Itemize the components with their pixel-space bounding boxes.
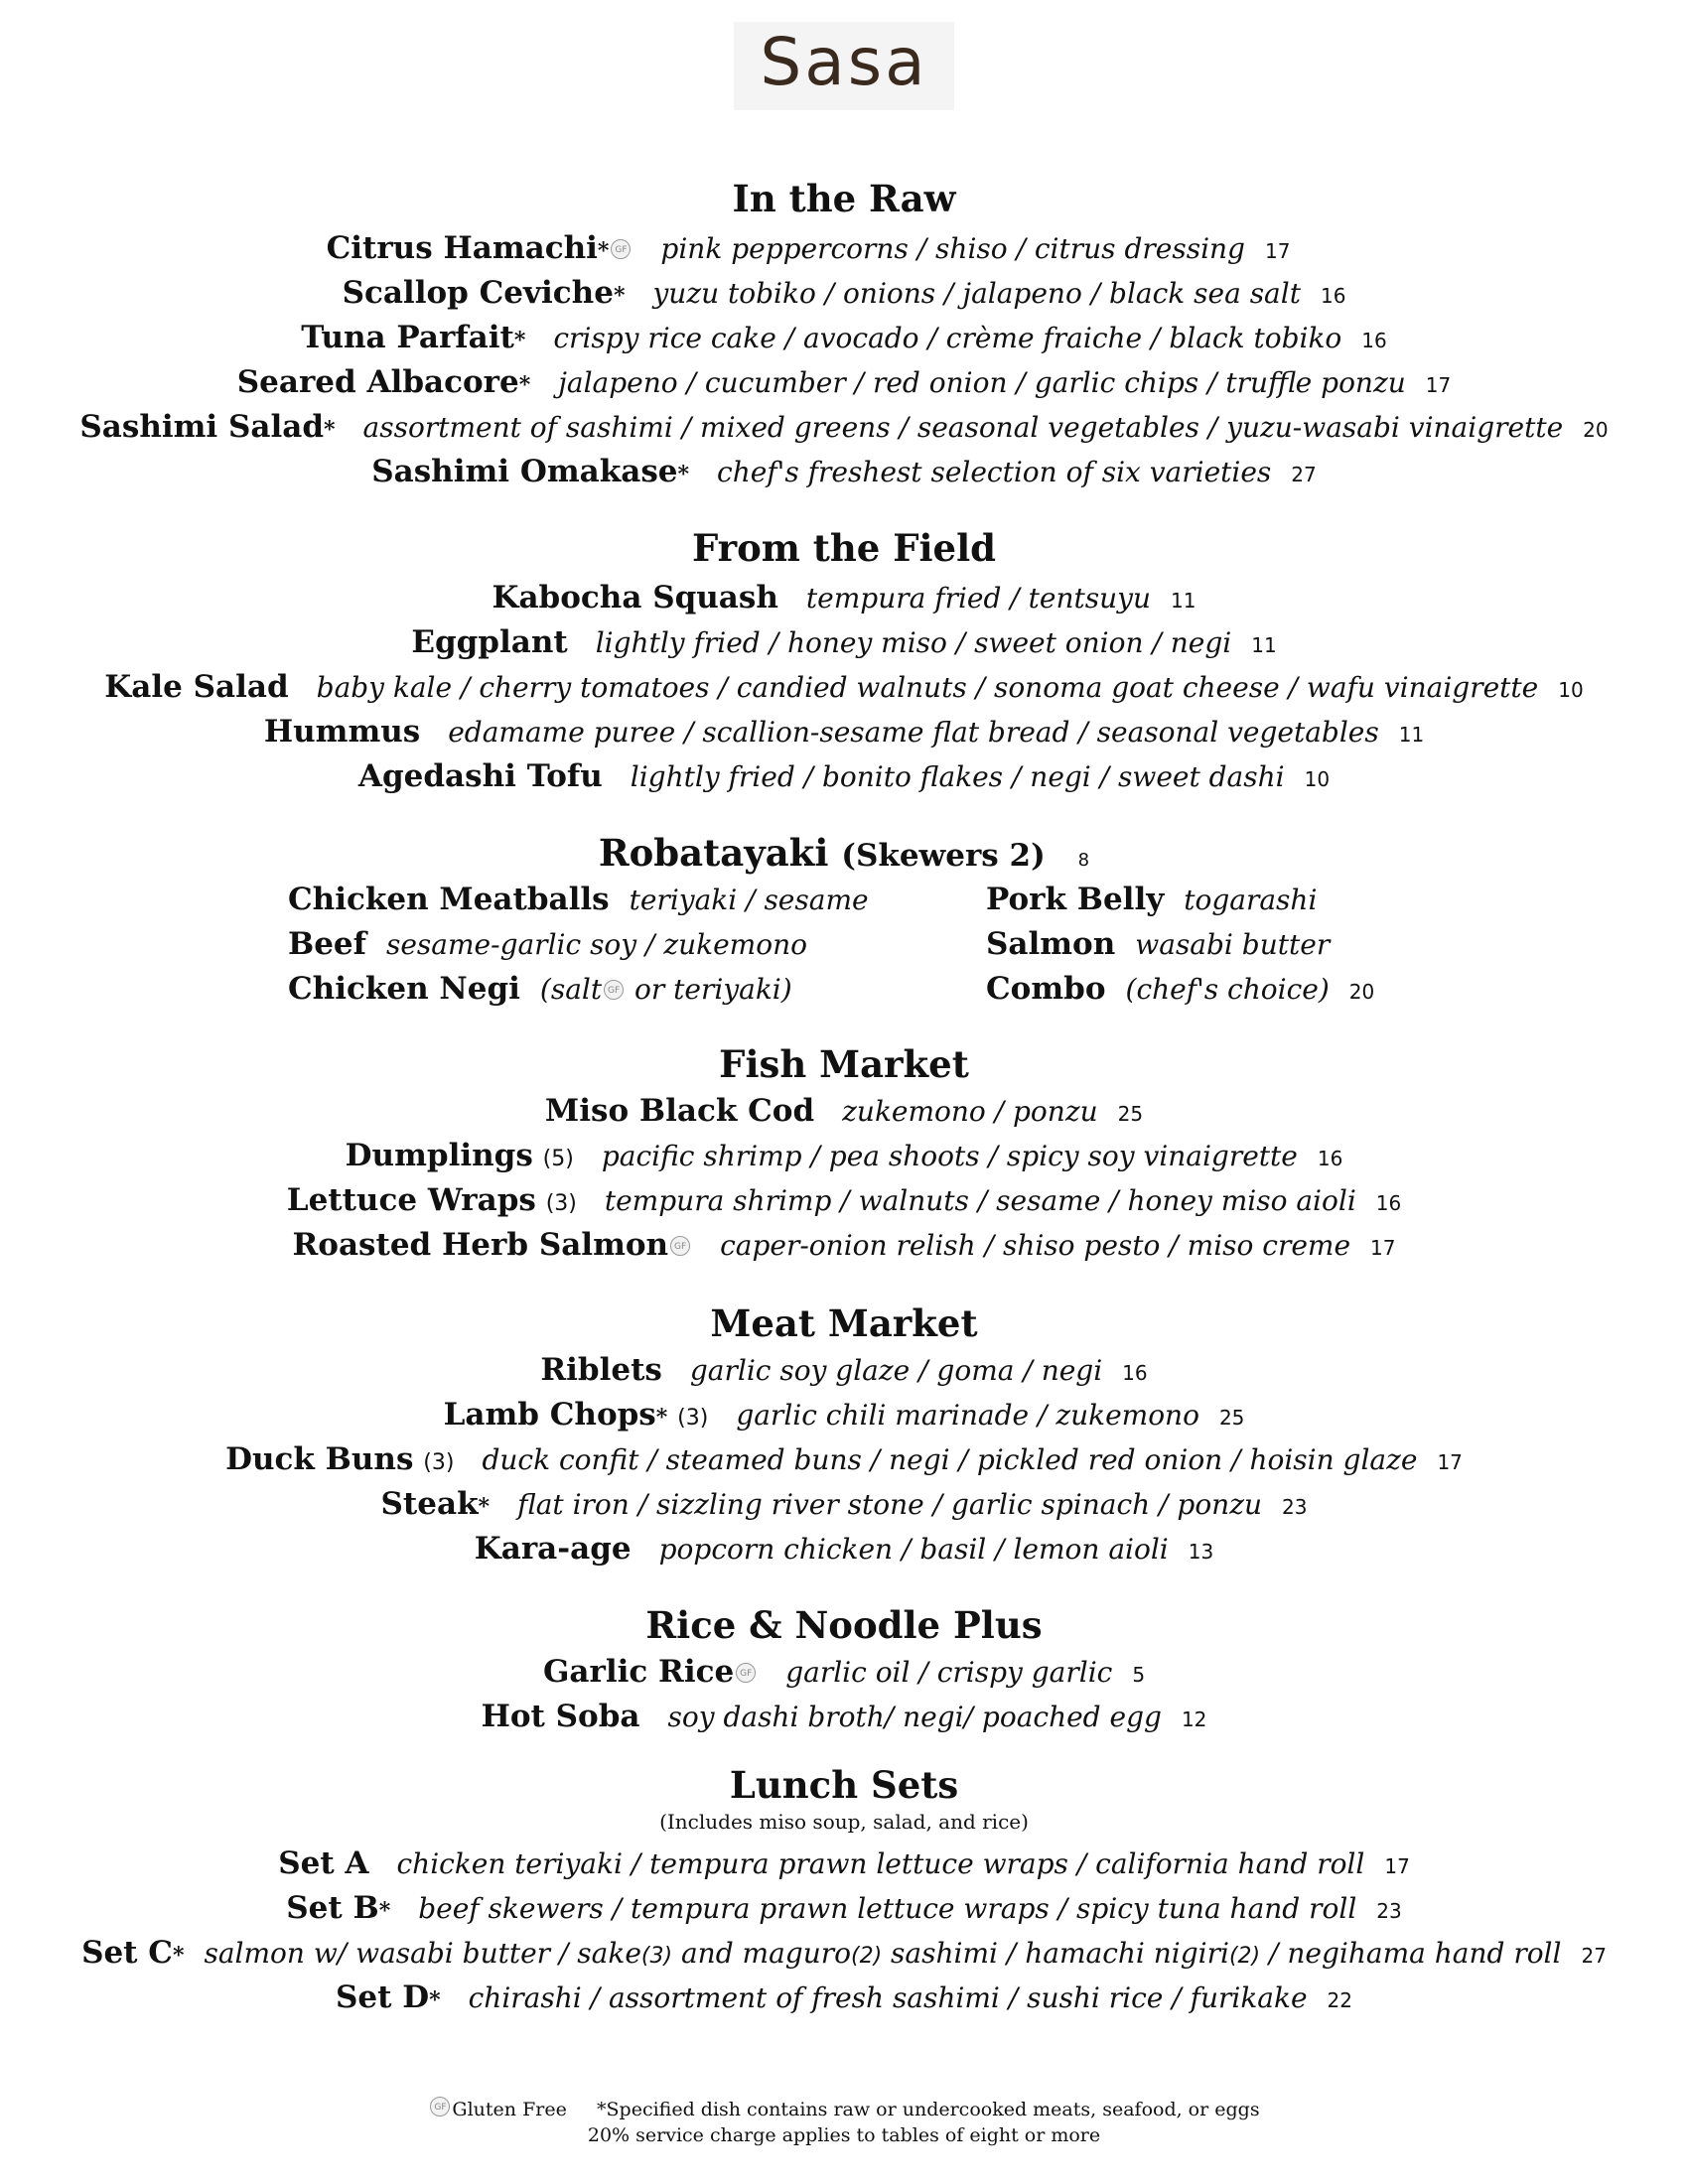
menu-item: Scallop Ceviche* yuzu tobiko / onions / jalapeno / black sea salt 16: [342, 275, 1346, 311]
menu-item: Sashimi Salad* assortment of sashimi / mixed greens / seasonal vegetables / yuzu-wasabi vinaigrette 20: [79, 409, 1609, 445]
menu-item: Set B* beef skewers / tempura prawn lettuce wraps / spicy tuna hand roll 23: [286, 1890, 1402, 1926]
menu-item: Combo (chef's choice) 20: [986, 971, 1375, 1007]
menu-item: Chicken Negi (salt GF or teriyaki): [288, 971, 792, 1007]
menu-item: Duck Buns (3) duck confit / steamed buns / negi / pickled red onion / hoisin glaze 17: [225, 1441, 1463, 1477]
menu-item: Sashimi Omakase* chef's freshest selection of six varieties 27: [371, 454, 1317, 489]
restaurant-logo: Sasa: [0, 22, 1688, 110]
menu-item: Steak* flat iron / sizzling river stone / garlic spinach / ponzu 23: [380, 1486, 1308, 1522]
menu-item: Set A chicken teriyaki / tempura prawn lettuce wraps / california hand roll 17: [278, 1845, 1410, 1881]
menu-item: Kale Salad baby kale / cherry tomatoes / candied walnuts / sonoma goat cheese / wafu vinaigrette 10: [104, 669, 1584, 705]
footer-service-charge: 20% service charge applies to tables of eight or more: [587, 2124, 1101, 2146]
section-title-robata: Robatayaki (Skewers 2) 8: [598, 831, 1090, 875]
menu-item: Lamb Chops* (3) garlic chili marinade / zukemono 25: [443, 1397, 1245, 1433]
menu-item: Kara-age popcorn chicken / basil / lemon aioli 13: [474, 1531, 1214, 1567]
menu-item: Salmon wasabi butter: [986, 926, 1331, 962]
menu-item: Set C* salmon w/ wasabi butter / sake(3) and maguro(2) sashimi / hamachi nigiri(2) / negihama hand roll 27: [81, 1935, 1607, 1971]
menu-item: Hummus edamame puree / scallion-sesame flat bread / seasonal vegetables 11: [263, 714, 1425, 750]
section-title-meat: Meat Market: [710, 1301, 978, 1345]
menu-item: Agedashi Tofu lightly fried / bonito flakes / negi / sweet dashi 10: [357, 758, 1331, 794]
menu-item: Beef sesame-garlic soy / zukemono: [288, 926, 807, 962]
menu-item: Riblets garlic soy glaze / goma / negi 16: [540, 1352, 1148, 1388]
lunch-note: (Includes miso soup, salad, and rice): [659, 1810, 1029, 1834]
menu-item: Miso Black Cod zukemono / ponzu 25: [544, 1093, 1144, 1129]
gluten-free-icon: GF: [611, 239, 631, 259]
menu-item: Seared Albacore* jalapeno / cucumber / red onion / garlic chips / truffle ponzu 17: [236, 364, 1452, 400]
section-title-lunch: Lunch Sets: [729, 1763, 959, 1807]
menu-item: Citrus Hamachi* GF pink peppercorns / shiso / citrus dressing 17: [326, 230, 1291, 266]
menu-item: Garlic Rice GF garlic oil / crispy garlic 5: [542, 1654, 1146, 1690]
gluten-free-icon: GF: [604, 980, 624, 1000]
gluten-free-icon: GF: [670, 1236, 690, 1256]
section-title-field: From the Field: [691, 526, 997, 570]
menu-item: Chicken Meatballs teriyaki / sesame: [288, 882, 869, 917]
menu-item: Hot Soba soy dashi broth/ negi/ poached egg 12: [481, 1699, 1207, 1734]
menu-item: Pork Belly togarashi: [986, 882, 1318, 917]
menu-item: Set D* chirashi / assortment of fresh sashimi / sushi rice / furikake 22: [336, 1979, 1352, 2015]
gluten-free-icon: GF: [430, 2097, 450, 2116]
menu-item: Tuna Parfait* crispy rice cake / avocado / crème fraiche / black tobiko 16: [301, 320, 1387, 355]
menu-item: Roasted Herb Salmon GF caper-onion relish / shiso pesto / miso creme 17: [292, 1227, 1396, 1263]
section-title-fish: Fish Market: [719, 1042, 969, 1086]
section-title-rice: Rice & Noodle Plus: [645, 1603, 1043, 1647]
gluten-free-icon: GF: [736, 1663, 756, 1683]
section-title-raw: In the Raw: [732, 177, 956, 220]
menu-item: Lettuce Wraps (3) tempura shrimp / walnuts / sesame / honey miso aioli 16: [286, 1182, 1402, 1218]
menu-item: Kabocha Squash tempura fried / tentsuyu 11: [492, 580, 1196, 615]
menu-item: Eggplant lightly fried / honey miso / sweet onion / negi 11: [411, 624, 1277, 660]
menu-item: Dumplings (5) pacific shrimp / pea shoots / spicy soy vinaigrette 16: [345, 1138, 1343, 1173]
footer-legend: GF Gluten Free *Specified dish contains raw or undercooked meats, seafood, or eggs: [0, 2097, 1688, 2122]
